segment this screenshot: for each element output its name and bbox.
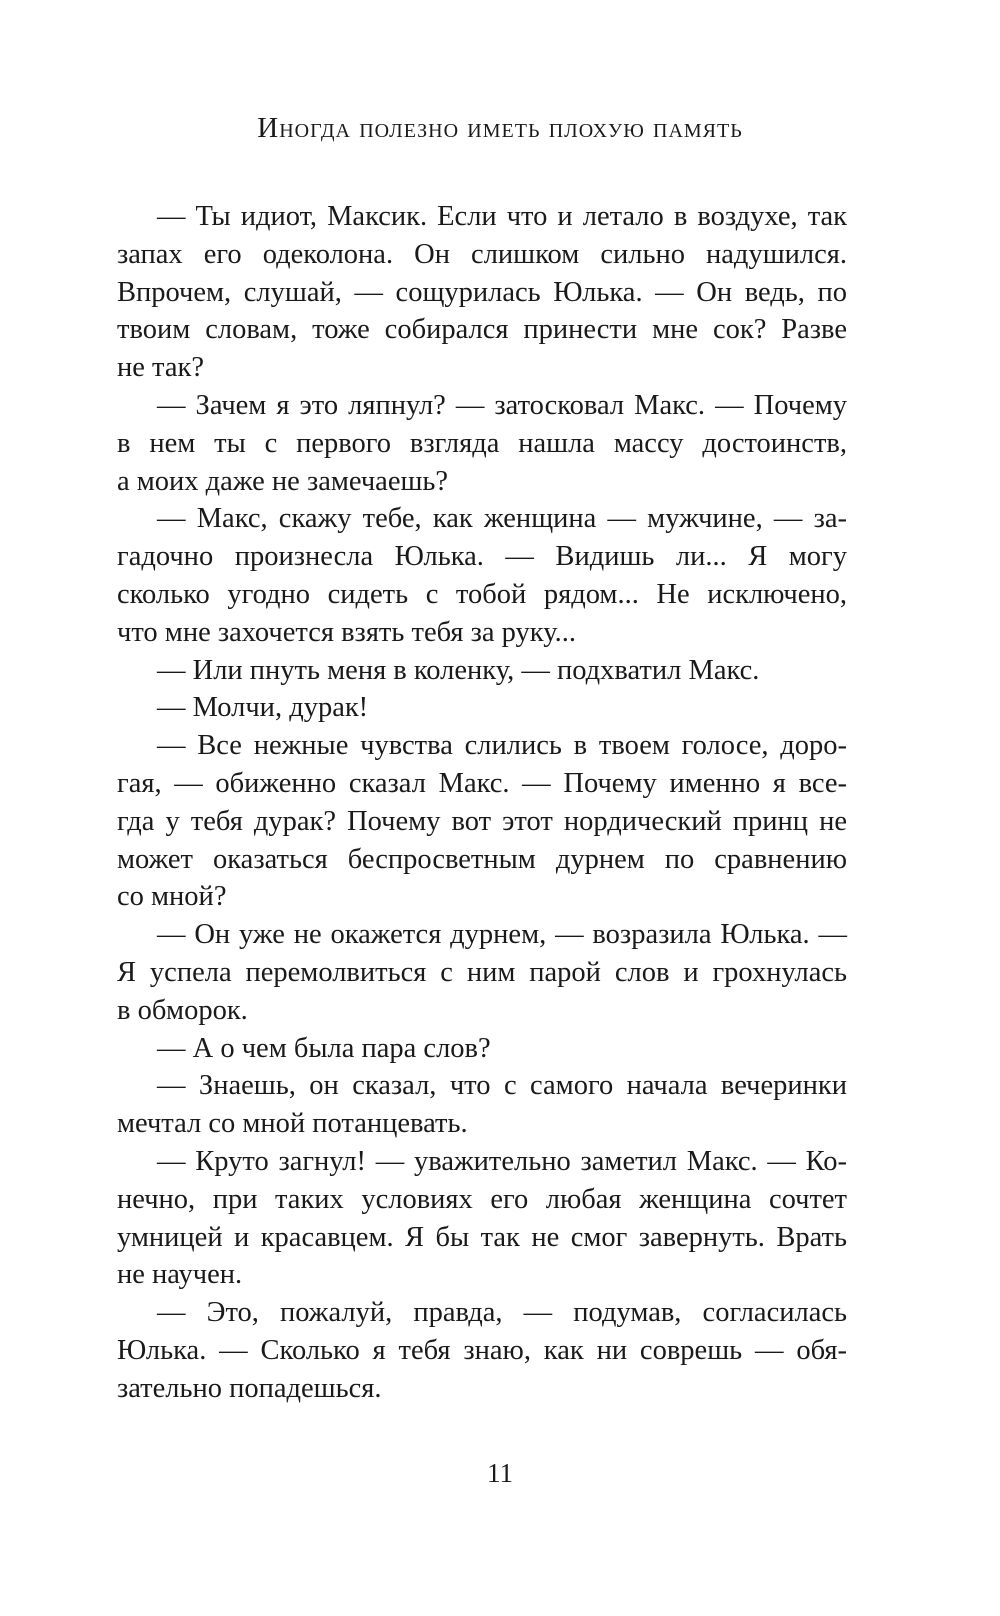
text-line: что мне захочется взять тебя за руку... xyxy=(117,616,577,648)
body-text xyxy=(117,198,847,1408)
paragraph-first-line: — Ты идиот, Максик. Если что и летало в воздухе, так xyxy=(157,201,847,232)
text-line: Юлька. — Сколько я тебя знаю, как ни соврешь — обя- xyxy=(117,1334,847,1366)
running-head: Иногда полезно иметь плохую память xyxy=(257,112,743,144)
text-line: а моих даже не замечаешь? xyxy=(117,465,449,497)
text-line: гая, — обиженно сказал Макс. — Почему именно я все- xyxy=(117,767,847,799)
paragraph-first-line: — Макс, скажу тебе, как женщина — мужчине, — за- xyxy=(157,503,847,535)
text-line: может оказаться беспросветным дурнем по сравнению xyxy=(117,843,847,875)
text-line: в нем ты с первого взгляда нашла массу достоинств, xyxy=(117,427,847,459)
paragraph-first-line: — Это, пожалуй, правда, — подумав, согласилась xyxy=(157,1297,847,1329)
paragraph-first-line: — Или пнуть меня в коленку, — подхватил Макс. xyxy=(157,654,760,686)
text-line: не научен. xyxy=(117,1259,243,1291)
paragraph-first-line: — Зачем я это ляпнул? — затосковал Макс. — Почему xyxy=(157,389,847,421)
text-line: запах его одеколона. Он слишком сильно надушился. xyxy=(117,238,847,270)
text-line: не так? xyxy=(117,352,204,384)
text-line: мечтал со мной потанцевать. xyxy=(117,1108,468,1140)
text-line: в обморок. xyxy=(117,994,248,1026)
paragraph-first-line: — Все нежные чувства слились в твоем голосе, доро- xyxy=(157,730,847,762)
text-line: зательно попадешься. xyxy=(117,1372,382,1404)
paragraph-first-line: — А о чем была пара слов? xyxy=(157,1032,491,1064)
text-line: нечно, при таких условиях его любая женщина сочтет xyxy=(117,1183,847,1215)
paragraph-first-line: — Молчи, дурак! xyxy=(157,692,369,724)
paragraph-first-line: — Он уже не окажется дурнем, — возразила Юлька. — xyxy=(157,919,847,951)
text-line: сколько угодно сидеть с тобой рядом... Не исключено, xyxy=(117,578,847,610)
text-line: гадочно произнесла Юлька. — Видишь ли... Я могу xyxy=(117,541,847,573)
text-line: умницей и красавцем. Я бы так не смог завернуть. Врать xyxy=(117,1221,847,1253)
text-line: гда у тебя дурак? Почему вот этот нордический принц не xyxy=(117,805,847,837)
text-line: Я успела перемолвиться с ним парой слов и грохнулась xyxy=(117,956,847,988)
text-line: Впрочем, слушай, — сощурилась Юлька. — Он ведь, по xyxy=(117,276,847,308)
page-number: 11 xyxy=(487,1458,513,1488)
paragraph-first-line: — Круто загнул! — уважительно заметил Макс. — Ко- xyxy=(157,1145,847,1177)
paragraph-first-line: — Знаешь, он сказал, что с самого начала вечеринки xyxy=(157,1070,847,1102)
text-line: со мной? xyxy=(117,881,227,913)
text-line: твоим словам, тоже собирался принести мне сок? Разве xyxy=(117,314,847,346)
